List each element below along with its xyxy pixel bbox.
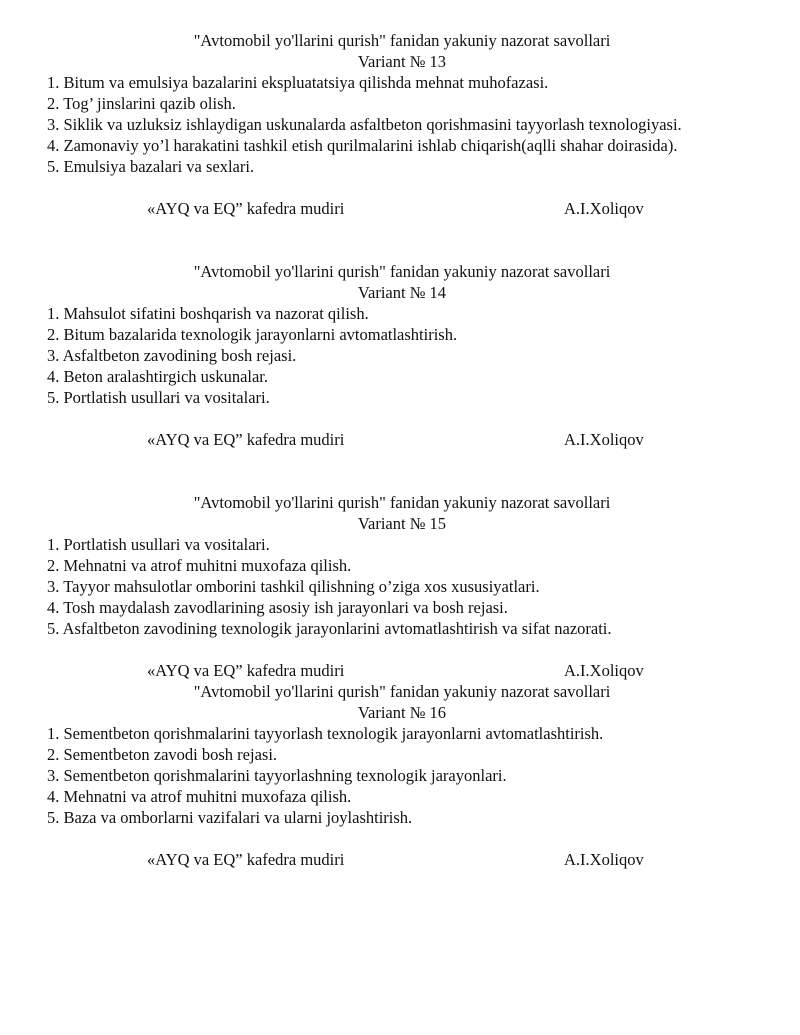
signature-line [47,429,757,450]
signature-person: A.I.Xoliqov [564,850,644,869]
variant-number: Variant № 16 [357,703,447,722]
question-item: 2. Bitum bazalarida texnologik jarayonlarni avtomatlashtirish. [47,325,458,344]
signature-person: A.I.Xoliqov [564,661,644,680]
question-item: 3. Tayyor mahsulotlar omborini tashkil qilishning o’ziga xos xususiyatlari. [47,577,540,596]
question-item: 4. Beton aralashtirgich uskunalar. [47,367,269,386]
question-item: 5. Portlatish usullari va vositalari. [47,388,270,407]
question-item: 3. Siklik va uzluksiz ishlaydigan uskunalarda asfaltbeton qorishmasini tayyorlash texnologiyasi. [47,115,682,134]
question-item: 1. Sementbeton qorishmalarini tayyorlash texnologik jarayonlarni avtomatlashtirish. [47,724,604,743]
variant-title: "Avtomobil yo'llarini qurish" fanidan yakuniy nazorat savollari [193,31,611,50]
signature-role: «AYQ va EQ” kafedra mudiri [147,661,345,680]
question-list [47,534,757,639]
question-item: 2. Tog’ jinslarini qazib olish. [47,94,236,113]
signature-role: «AYQ va EQ” kafedra mudiri [147,430,345,449]
question-item: 2. Mehnatni va atrof muhitni muxofaza qilish. [47,556,352,575]
question-list [47,723,757,828]
question-item: 1. Portlatish usullari va vositalari. [47,535,270,554]
variant-number: Variant № 14 [357,283,447,302]
signature-role: «AYQ va EQ” kafedra mudiri [147,850,345,869]
variant-section-13 [47,30,757,219]
variant-number: Variant № 13 [357,52,447,71]
signature-person: A.I.Xoliqov [564,199,644,218]
question-item: 1. Mahsulot sifatini boshqarish va nazorat qilish. [47,304,369,323]
signature-line [47,660,757,681]
signature-role: «AYQ va EQ” kafedra mudiri [147,199,345,218]
variant-number: Variant № 15 [357,514,447,533]
variant-section-15 [47,492,757,681]
question-item: 3. Asfaltbeton zavodining bosh rejasi. [47,346,297,365]
question-list [47,303,757,408]
variant-title: "Avtomobil yo'llarini qurish" fanidan yakuniy nazorat savollari [193,682,611,701]
signature-line [47,849,757,870]
variant-section-14 [47,261,757,450]
question-item: 4. Zamonaviy yo’l harakatini tashkil etish qurilmalarini ishlab chiqarish(aqlli shahar doirasida). [47,136,678,155]
variant-title: "Avtomobil yo'llarini qurish" fanidan yakuniy nazorat savollari [193,493,611,512]
question-item: 3. Sementbeton qorishmalarini tayyorlashning texnologik jarayonlari. [47,766,507,785]
question-item: 1. Bitum va emulsiya bazalarini ekspluatatsiya qilishda mehnat muhofazasi. [47,73,549,92]
signature-person: A.I.Xoliqov [564,430,644,449]
question-item: 4. Tosh maydalash zavodlarining asosiy ish jarayonlari va bosh rejasi. [47,598,508,617]
question-item: 4. Mehnatni va atrof muhitni muxofaza qilish. [47,787,352,806]
variant-title: "Avtomobil yo'llarini qurish" fanidan yakuniy nazorat savollari [193,262,611,281]
signature-line [47,198,757,219]
question-item: 5. Baza va omborlarni vazifalari va ularni joylashtirish. [47,808,413,827]
question-item: 2. Sementbeton zavodi bosh rejasi. [47,745,278,764]
question-item: 5. Emulsiya bazalari va sexlari. [47,157,255,176]
question-item: 5. Asfaltbeton zavodining texnologik jarayonlarini avtomatlashtirish va sifat nazorati. [47,619,612,638]
question-list [47,72,757,177]
variant-section-16 [47,681,757,870]
